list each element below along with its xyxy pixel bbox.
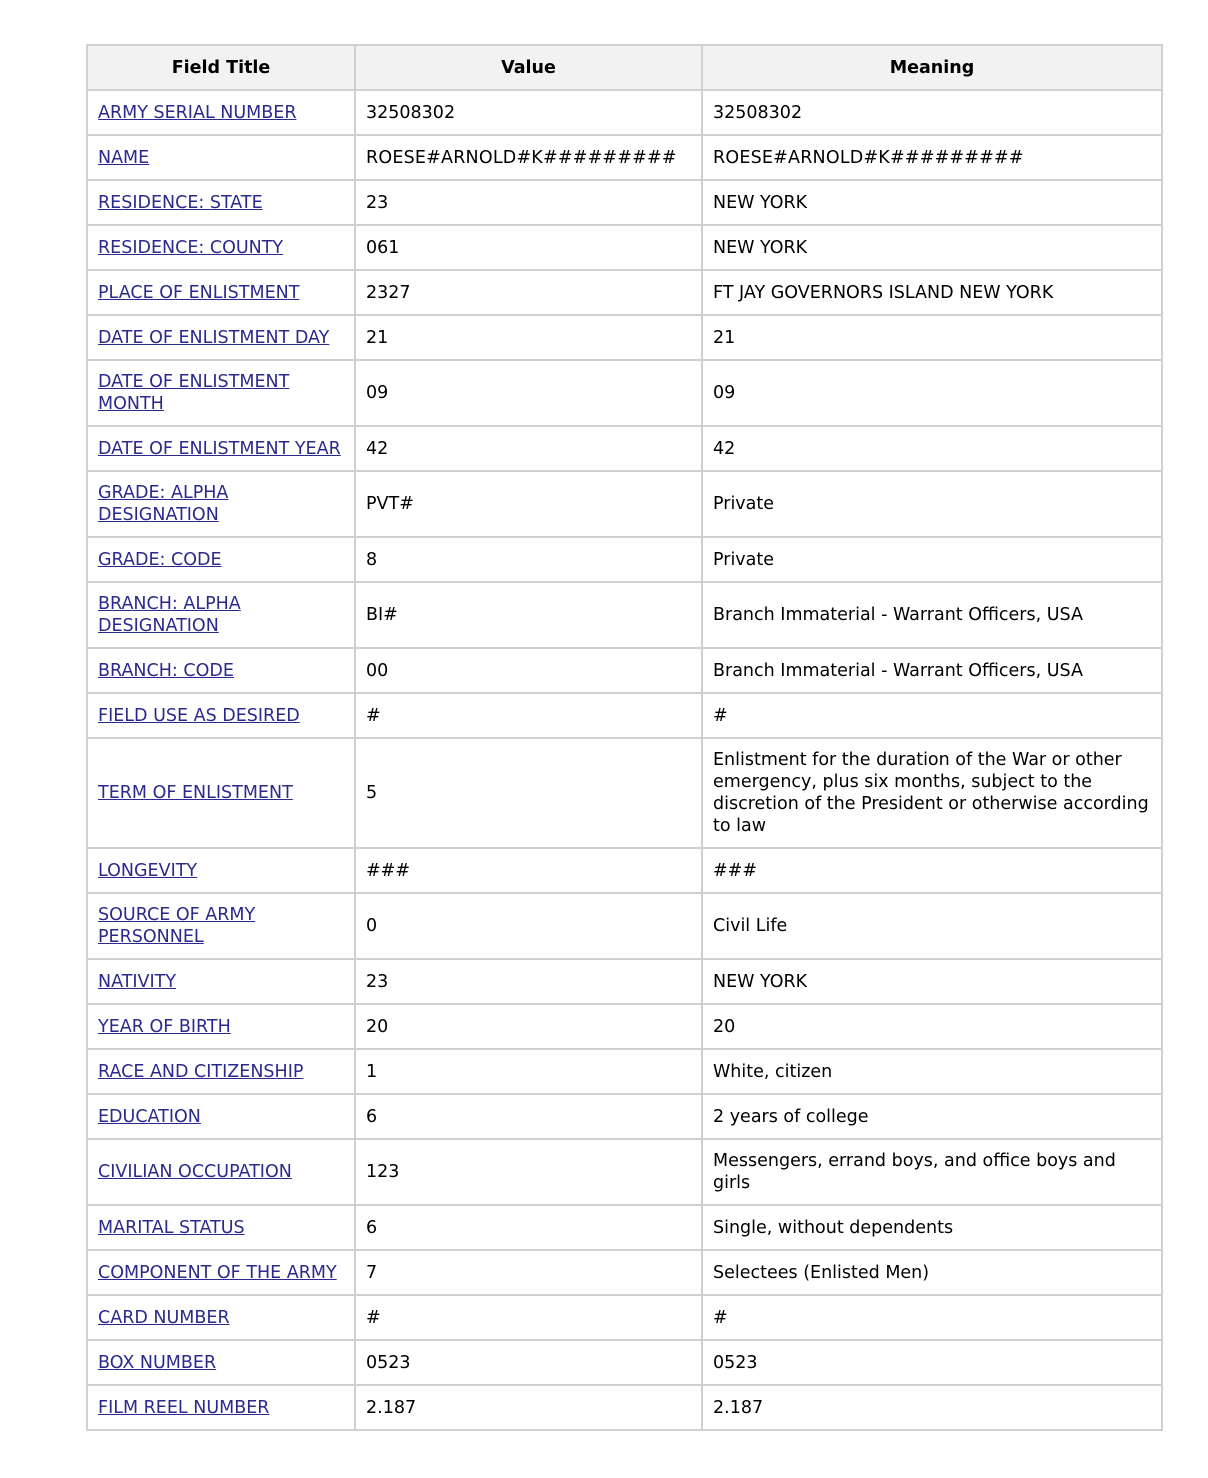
meaning-cell: Branch Immaterial - Warrant Officers, USA [703,583,1161,649]
field-title-link[interactable]: RESIDENCE: STATE [98,192,263,213]
meaning-cell: 0523 [703,1341,1161,1386]
table-row [88,849,1161,894]
field-title-cell [88,649,356,694]
table-row [88,271,1161,316]
value-cell: 8 [356,538,703,583]
value-cell: 1 [356,1050,703,1095]
field-title-link[interactable]: FIELD USE AS DESIRED [98,705,300,726]
meaning-cell: Private [703,472,1161,538]
table-row [88,472,1161,538]
meaning-cell: ROESE#ARNOLD#K######### [703,136,1161,181]
table-row [88,1341,1161,1386]
value-cell: 5 [356,739,703,849]
meaning-cell: 2 years of college [703,1095,1161,1140]
field-title-cell [88,361,356,427]
meaning-cell: # [703,1296,1161,1341]
field-title-cell [88,1341,356,1386]
meaning-cell: 21 [703,316,1161,361]
field-title-link[interactable]: CIVILIAN OCCUPATION [98,1162,292,1182]
field-title-link[interactable]: DATE OF ENLISTMENT YEAR [98,438,341,459]
value-cell: 2327 [356,271,703,316]
table-row [88,361,1161,427]
field-title-cell [88,271,356,316]
field-title-cell [88,894,356,960]
table-row [88,136,1161,181]
field-title-link[interactable]: SOURCE OF ARMY PERSONNEL [98,905,256,947]
field-title-link[interactable]: RACE AND CITIZENSHIP [98,1061,304,1082]
meaning-cell: 32508302 [703,91,1161,136]
field-title-cell [88,91,356,136]
value-cell: 7 [356,1251,703,1296]
value-cell: 123 [356,1140,703,1206]
record-table [86,44,1163,1431]
meaning-cell: ### [703,849,1161,894]
field-title-link[interactable]: GRADE: CODE [98,549,222,570]
value-cell: 09 [356,361,703,427]
table-row [88,1050,1161,1095]
value-cell: 0523 [356,1341,703,1386]
header-meaning: Meaning [703,46,1161,91]
value-cell: 6 [356,1206,703,1251]
field-title-cell [88,1386,356,1429]
header-value: Value [356,46,703,91]
value-cell: 20 [356,1005,703,1050]
meaning-cell: Messengers, errand boys, and office boys and girls [703,1140,1161,1206]
field-title-link[interactable]: LONGEVITY [98,860,198,881]
record-table-container [86,44,1163,1431]
field-title-link[interactable]: DATE OF ENLISTMENT MONTH [98,372,290,414]
field-title-cell [88,739,356,849]
table-row [88,1005,1161,1050]
meaning-cell: Single, without dependents [703,1206,1161,1251]
table-row [88,960,1161,1005]
field-title-cell [88,1005,356,1050]
field-title-link[interactable]: ARMY SERIAL NUMBER [98,102,297,123]
field-title-cell [88,960,356,1005]
value-cell: 00 [356,649,703,694]
meaning-cell: 20 [703,1005,1161,1050]
value-cell: 32508302 [356,91,703,136]
meaning-cell: NEW YORK [703,960,1161,1005]
table-row [88,694,1161,739]
field-title-cell [88,472,356,538]
table-row [88,91,1161,136]
field-title-cell [88,427,356,472]
table-row [88,1386,1161,1429]
table-row [88,1206,1161,1251]
field-title-link[interactable]: CARD NUMBER [98,1307,230,1328]
table-row [88,583,1161,649]
table-row [88,1095,1161,1140]
meaning-cell: Selectees (Enlisted Men) [703,1251,1161,1296]
field-title-link[interactable]: EDUCATION [98,1106,201,1127]
table-row [88,894,1161,960]
meaning-cell: # [703,694,1161,739]
table-row [88,1296,1161,1341]
meaning-cell: 2.187 [713,1397,764,1418]
meaning-cell: Civil Life [703,894,1161,960]
field-title-cell [88,1095,356,1140]
value-cell: 21 [356,316,703,361]
table-row [88,316,1161,361]
field-title-cell [88,694,356,739]
meaning-cell: White, citizen [703,1050,1161,1095]
value-cell: 23 [356,960,703,1005]
field-title-cell [88,181,356,226]
field-title-cell [88,136,356,181]
value-cell: # [356,694,703,739]
field-title-cell [88,1206,356,1251]
value-cell: 42 [356,427,703,472]
field-title-cell [88,1296,356,1341]
meaning-cell: Private [703,538,1161,583]
value-cell: ### [356,849,703,894]
value-cell: BI# [356,583,703,649]
header-field-title: Field Title [88,46,356,91]
value-cell: PVT# [356,472,703,538]
meaning-cell: NEW YORK [703,226,1161,271]
value-cell: ROESE#ARNOLD#K######### [356,136,703,181]
field-title-cell [88,226,356,271]
meaning-cell: Branch Immaterial - Warrant Officers, USA [703,649,1161,694]
field-title-link[interactable]: DATE OF ENLISTMENT DAY [98,327,330,348]
field-title-link[interactable]: MARITAL STATUS [98,1217,245,1238]
value-cell: 0 [356,894,703,960]
field-title-link[interactable]: TERM OF ENLISTMENT [98,783,293,803]
table-row [88,649,1161,694]
table-row [88,1140,1161,1206]
meaning-cell: 42 [703,427,1161,472]
field-title-link[interactable]: BRANCH: CODE [98,660,234,681]
field-title-link[interactable]: GRADE: ALPHA DESIGNATION [98,483,229,525]
field-title-cell [88,1050,356,1095]
field-title-link[interactable]: FILM REEL NUMBER [98,1397,270,1418]
field-title-cell [88,849,356,894]
table-row [88,181,1161,226]
meaning-cell: 09 [703,361,1161,427]
field-title-cell [88,583,356,649]
table-row [88,427,1161,472]
table-header-row [88,46,1161,91]
field-title-cell [88,538,356,583]
table-body [88,91,1161,1429]
field-title-link[interactable]: NAME [98,147,150,168]
field-title-link[interactable]: NATIVITY [98,971,177,992]
field-title-link[interactable]: BOX NUMBER [98,1352,217,1373]
field-title-cell [88,1140,356,1206]
field-title-link[interactable]: COMPONENT OF THE ARMY [98,1262,337,1283]
field-title-cell [88,316,356,361]
meaning-cell: Enlistment for the duration of the War or other emergency, plus six months, subject to the discretion of the President or otherwise according to law [703,739,1161,849]
meaning-cell: FT JAY GOVERNORS ISLAND NEW YORK [703,271,1161,316]
field-title-link[interactable]: BRANCH: ALPHA DESIGNATION [98,594,241,636]
field-title-link[interactable]: YEAR OF BIRTH [98,1016,231,1037]
value-cell: 6 [356,1095,703,1140]
value-cell: 2.187 [356,1386,703,1429]
table-row [88,739,1161,849]
table-row [88,226,1161,271]
field-title-link[interactable]: RESIDENCE: COUNTY [98,237,284,258]
field-title-link[interactable]: PLACE OF ENLISTMENT [98,282,300,303]
value-cell: 061 [356,226,703,271]
table-row [88,538,1161,583]
value-cell: # [356,1296,703,1341]
table-row [88,1251,1161,1296]
value-cell: 23 [356,181,703,226]
field-title-cell [88,1251,356,1296]
meaning-cell: NEW YORK [703,181,1161,226]
